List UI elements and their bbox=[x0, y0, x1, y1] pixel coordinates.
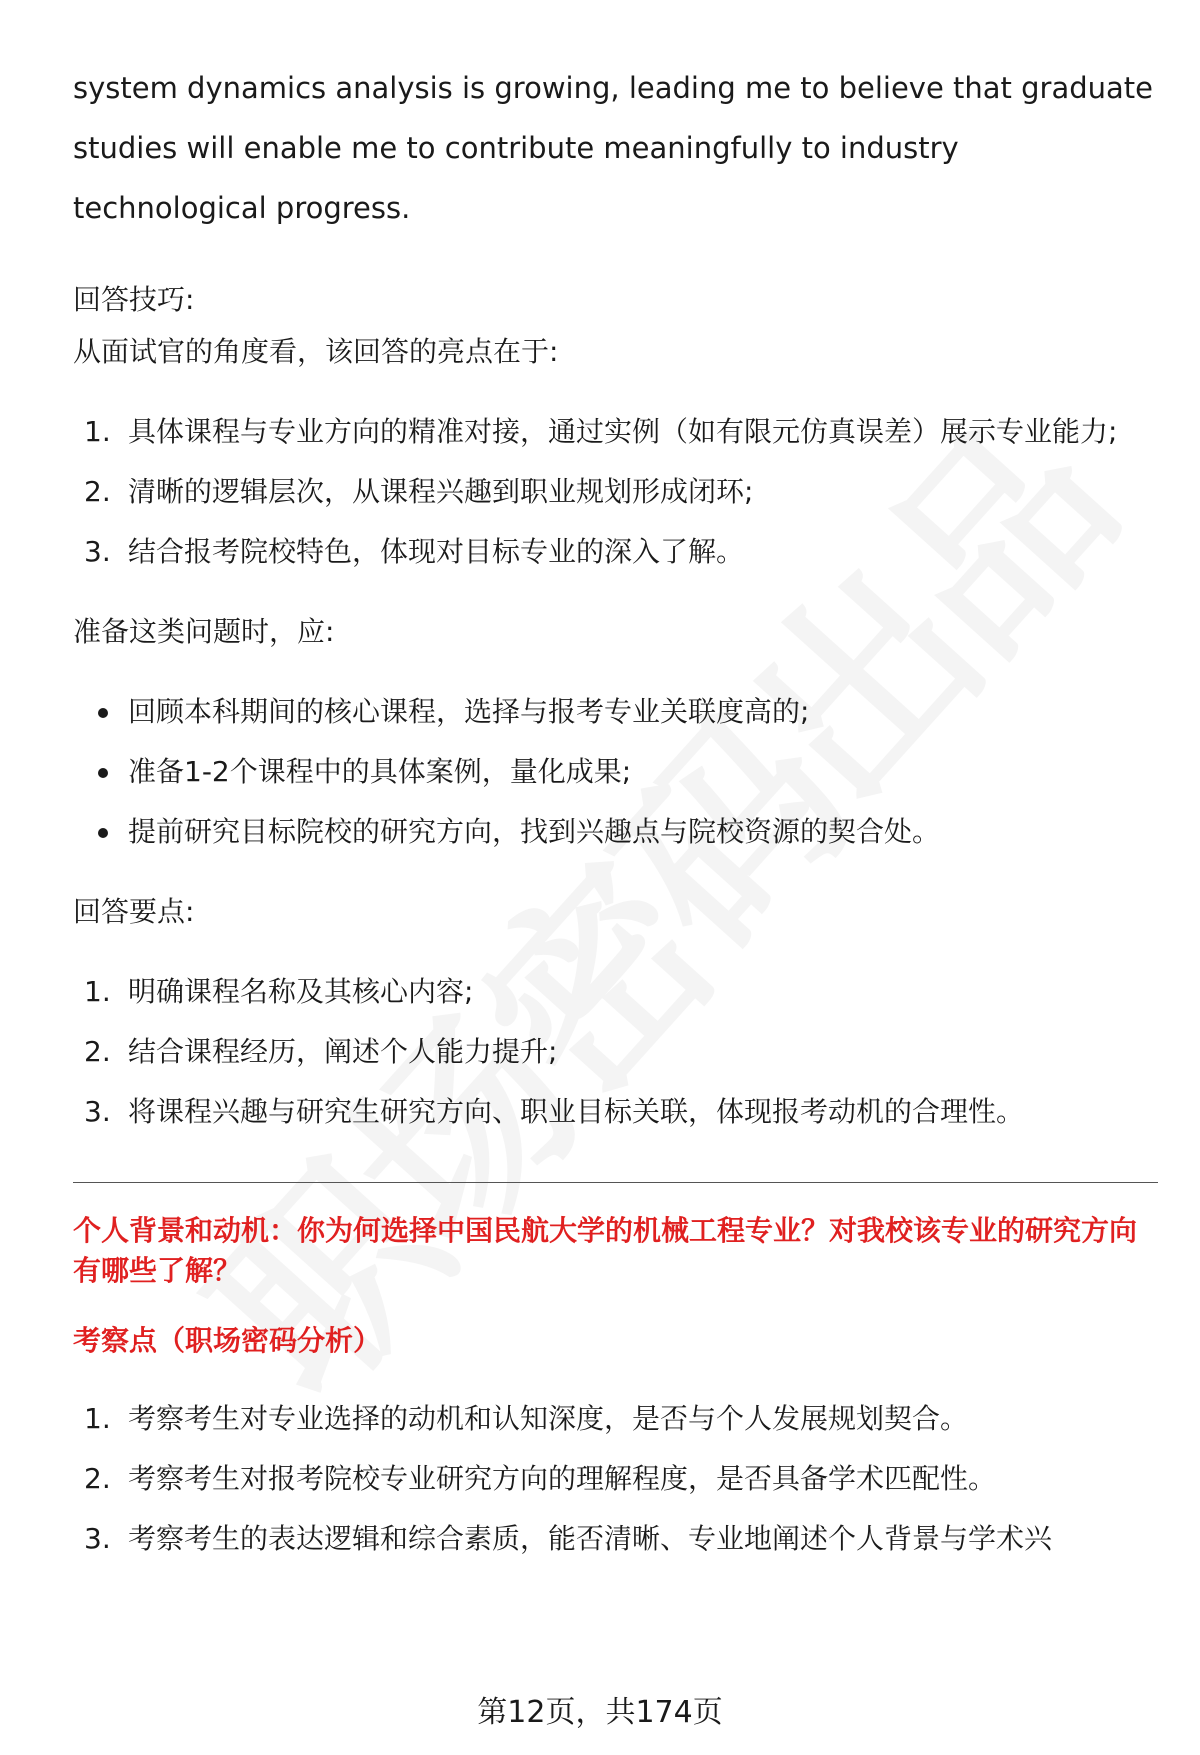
list-text: 具体课程与专业方向的精准对接，通过实例（如有限元仿真误差）展示专业能力; bbox=[128, 415, 1118, 448]
tips-intro: 从面试官的角度看，该回答的亮点在于: bbox=[73, 335, 559, 368]
bullet-item bbox=[73, 802, 1158, 862]
bullet-text: 准备1-2个课程中的具体案例，量化成果; bbox=[128, 755, 632, 788]
list-item bbox=[73, 1082, 1158, 1142]
list-number: 2. bbox=[84, 1462, 111, 1495]
list-number: 2. bbox=[84, 1035, 111, 1068]
list-item bbox=[73, 1389, 1158, 1449]
list-text: 清晰的逻辑层次，从课程兴趣到职业规划形成闭环; bbox=[128, 475, 754, 508]
exam-heading: 考察点（职场密码分析） bbox=[73, 1324, 382, 1357]
prep-label: 准备这类问题时，应: bbox=[73, 615, 335, 648]
list-number: 3. bbox=[84, 1522, 111, 1555]
exam-points-list bbox=[73, 1389, 1158, 1569]
highlights-list bbox=[73, 402, 1158, 582]
list-number: 1. bbox=[84, 975, 111, 1008]
bullet-text: 回顾本科期间的核心课程，选择与报考专业关联度高的; bbox=[128, 695, 810, 728]
keypoints-label: 回答要点: bbox=[73, 895, 195, 928]
list-item bbox=[73, 522, 1158, 582]
page-footer: 第12页，共174页 bbox=[477, 1695, 723, 1730]
tips-label: 回答技巧: bbox=[73, 283, 195, 316]
list-text: 将课程兴趣与研究生研究方向、职业目标关联，体现报考动机的合理性。 bbox=[128, 1095, 1025, 1128]
list-number: 2. bbox=[84, 475, 111, 508]
list-text: 结合报考院校特色，体现对目标专业的深入了解。 bbox=[128, 535, 745, 568]
list-item bbox=[73, 462, 1158, 522]
bullet-text: 提前研究目标院校的研究方向，找到兴趣点与院校资源的契合处。 bbox=[128, 815, 941, 848]
list-number: 3. bbox=[84, 535, 111, 568]
bullet-icon bbox=[98, 828, 108, 838]
list-item bbox=[73, 1449, 1158, 1509]
list-text: 考察考生对报考院校专业研究方向的理解程度，是否具备学术匹配性。 bbox=[128, 1462, 997, 1495]
list-text: 考察考生对专业选择的动机和认知深度，是否与个人发展规划契合。 bbox=[128, 1402, 969, 1435]
list-item bbox=[73, 402, 1158, 462]
list-item bbox=[73, 962, 1158, 1022]
list-text: 明确课程名称及其核心内容; bbox=[128, 975, 474, 1008]
list-number: 1. bbox=[84, 415, 111, 448]
bullet-icon bbox=[98, 768, 108, 778]
list-number: 3. bbox=[84, 1095, 111, 1128]
list-text: 考察考生的表达逻辑和综合素质，能否清晰、专业地阐述个人背景与学术兴 bbox=[128, 1522, 1053, 1555]
keypoints-list bbox=[73, 962, 1158, 1142]
list-number: 1. bbox=[84, 1402, 111, 1435]
question-heading: 个人背景和动机：你为何选择中国民航大学的机械工程专业？对我校该专业的研究方向有哪些了解？ bbox=[73, 1214, 1138, 1287]
list-item bbox=[73, 1509, 1158, 1569]
list-item bbox=[73, 1022, 1158, 1082]
prep-list bbox=[73, 682, 1158, 862]
bullet-icon bbox=[98, 708, 108, 718]
page-content bbox=[73, 58, 1158, 1569]
bullet-item bbox=[73, 742, 1158, 802]
bullet-item bbox=[73, 682, 1158, 742]
intro-paragraph: system dynamics analysis is growing, leading me to believe that graduate studies will enable me to contribute meaningfully to industry technological progress. bbox=[73, 71, 1154, 225]
list-text: 结合课程经历，阐述个人能力提升; bbox=[128, 1035, 558, 1068]
